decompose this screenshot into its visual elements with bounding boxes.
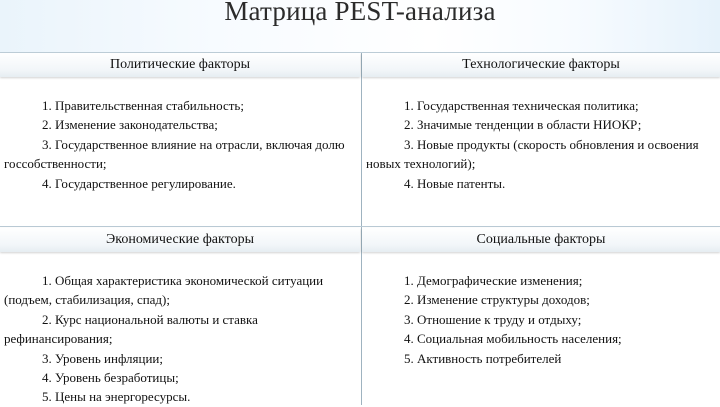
list-item: 2. Изменение структуры доходов; [404, 292, 590, 308]
list-item: 4. Государственное регулирование. [42, 175, 236, 191]
technological-factors-list [366, 96, 716, 193]
economic-factors-list [4, 271, 354, 407]
list-item: 5. Цены на энергоресурсы. [42, 389, 191, 405]
list-item: 3. Уровень инфляции; [42, 350, 163, 366]
economic-factors-header: Экономические факторы [0, 228, 360, 252]
political-factors-header: Политические факторы [0, 53, 360, 77]
list-item: 3. Отношение к труду и отдыху; [404, 311, 582, 327]
list-item: 2. Значимые тенденции в области НИОКР; [404, 117, 642, 133]
list-item: 4. Новые патенты. [404, 175, 506, 191]
list-item: 5. Активность потребителей [404, 350, 562, 366]
list-item: 4. Социальная мобильность населения; [404, 331, 622, 347]
list-item: 1. Демографические изменения; [404, 273, 583, 288]
list-item: 3. Новые продукты (скорость обновления и освоения новых технологий); [366, 136, 699, 172]
list-item: 1. Общая характеристика экономической ситуации (подъем, стабилизация, спад); [4, 273, 324, 308]
list-item: 2. Изменение законодательства; [42, 117, 218, 133]
list-item: 4. Уровень безработицы; [42, 370, 179, 386]
political-factors-list [4, 96, 354, 193]
social-factors-list [366, 271, 716, 368]
list-item: 2. Курс национальной валюты и ставка рефинансирования; [4, 311, 258, 347]
list-item: 1. Правительственная стабильность; [42, 98, 244, 113]
slide-title: Матрица PEST-анализа [224, 0, 496, 26]
list-item: 3. Государственное влияние на отрасли, включая долю госсобственности; [4, 136, 345, 172]
social-factors-header: Социальные факторы [362, 228, 720, 252]
list-item: 1. Государственная техническая политика; [404, 98, 639, 113]
matrix-horizontal-divider [0, 226, 720, 227]
technological-factors-header: Технологические факторы [362, 53, 720, 77]
